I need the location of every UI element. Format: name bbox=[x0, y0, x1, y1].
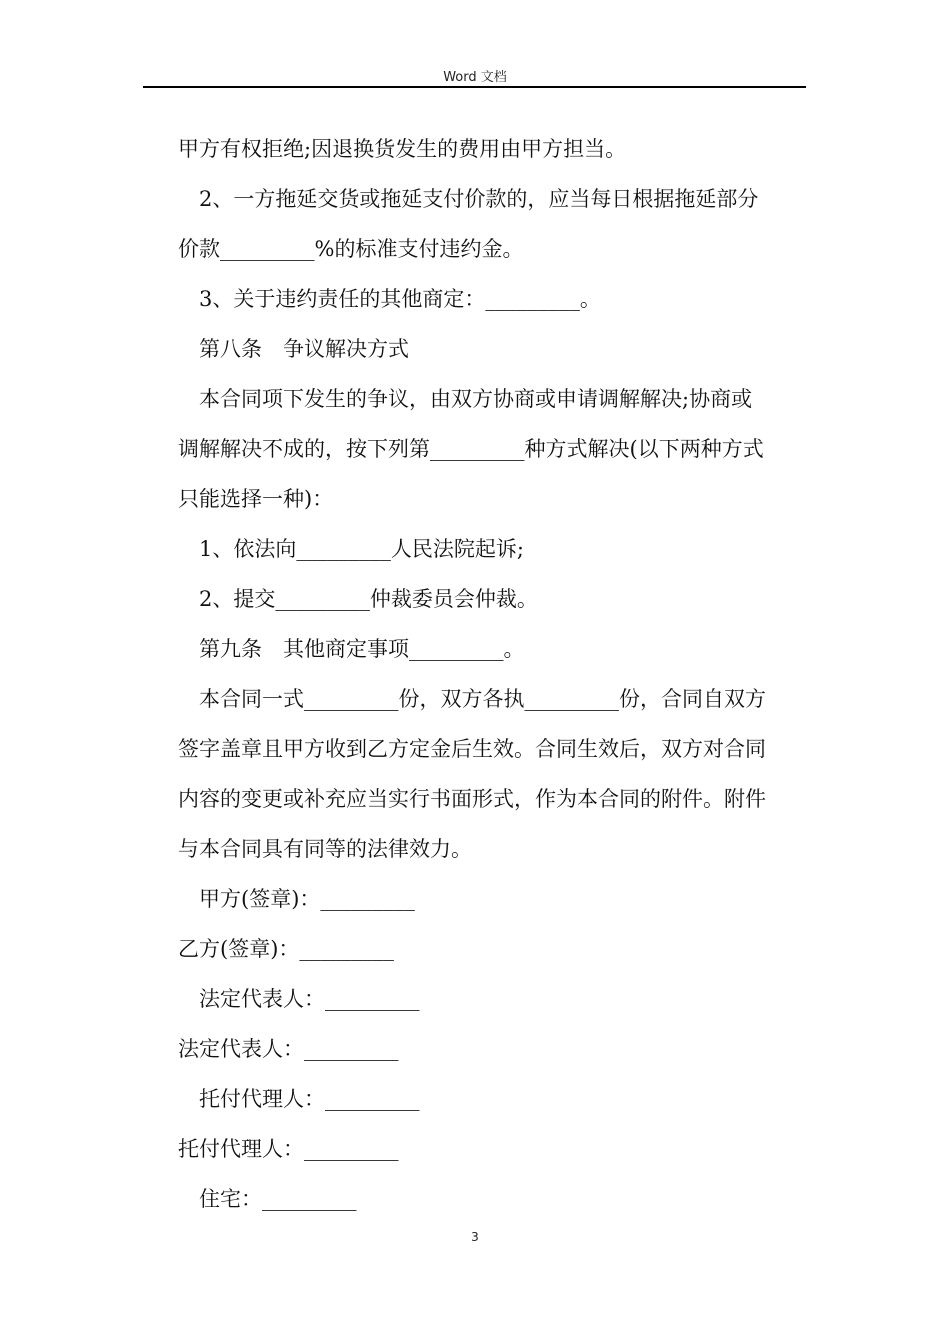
paragraph-line: 与本合同具有同等的法律效力。 bbox=[178, 837, 472, 861]
paragraph-line: 本合同项下发生的争议，由双方协商或申请调解解决;协商或 bbox=[199, 387, 753, 411]
section-heading: 第九条 其他商定事项_________。 bbox=[199, 637, 525, 661]
paragraph-line: 3、关于违约责任的其他商定：_________。 bbox=[199, 287, 601, 311]
page-header: Word 文档 bbox=[443, 70, 507, 85]
paragraph-line: 调解解决不成的，按下列第_________种方式解决(以下两种方式 bbox=[178, 437, 764, 461]
page-number: 3 bbox=[471, 1230, 479, 1244]
paragraph-line: 甲方有权拒绝;因退换货发生的费用由甲方担当。 bbox=[178, 137, 627, 161]
paragraph-line: 签字盖章且甲方收到乙方定金后生效。合同生效后，双方对合同 bbox=[178, 737, 766, 761]
paragraph-line: 本合同一式_________份，双方各执_________份，合同自双方 bbox=[199, 687, 766, 711]
signature-line: 甲方(签章)：_________ bbox=[199, 887, 415, 911]
signature-line: 托付代理人：_________ bbox=[178, 1137, 399, 1161]
paragraph-line: 2、提交_________仲裁委员会仲裁。 bbox=[199, 587, 538, 611]
signature-line: 住宅：_________ bbox=[199, 1187, 357, 1211]
paragraph-line: 只能选择一种)： bbox=[178, 487, 334, 511]
signature-line: 法定代表人：_________ bbox=[199, 987, 420, 1011]
section-heading: 第八条 争议解决方式 bbox=[199, 337, 409, 361]
paragraph-line: 价款_________%的标准支付违约金。 bbox=[178, 237, 524, 261]
signature-line: 乙方(签章)：_________ bbox=[178, 937, 394, 961]
signature-line: 法定代表人：_________ bbox=[178, 1037, 399, 1061]
signature-line: 托付代理人：_________ bbox=[199, 1087, 420, 1111]
paragraph-line: 2、一方拖延交货或拖延支付价款的，应当每日根据拖延部分 bbox=[199, 187, 759, 211]
paragraph-line: 内容的变更或补充应当实行书面形式，作为本合同的附件。附件 bbox=[178, 787, 766, 811]
paragraph-line: 1、依法向_________人民法院起诉; bbox=[199, 537, 524, 561]
